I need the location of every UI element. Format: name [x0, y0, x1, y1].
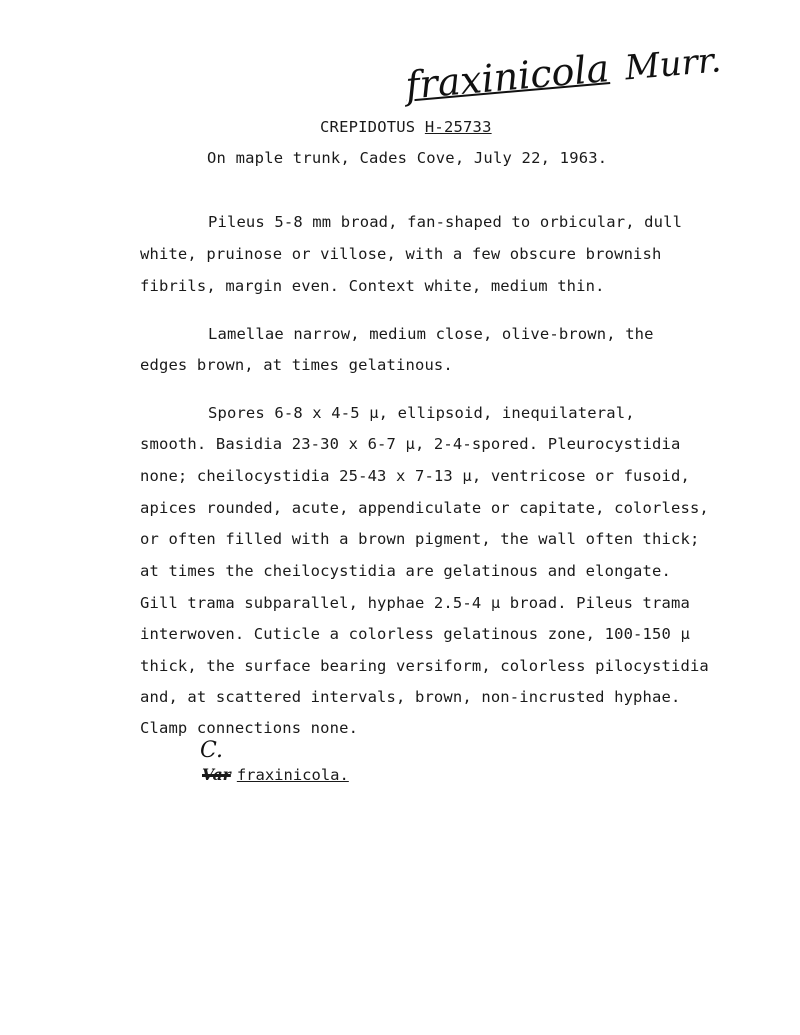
text-line: Clamp connections none.	[140, 719, 359, 737]
text-line: smooth. Basidia 23-30 x 6-7 µ, 2-4-spored. Pleurocystidia	[140, 435, 681, 453]
text-line: Lamellae narrow, medium close, olive-brown, the	[208, 325, 654, 343]
handwritten-author: Murr.	[623, 40, 723, 89]
herbarium-number: H-25733	[424, 118, 492, 136]
handwritten-species-annotation	[404, 36, 723, 107]
text-line: none; cheilocystidia 25-43 x 7-13 µ, ventricose or fusoid,	[140, 467, 690, 485]
text-line: Gill trama subparallel, hyphae 2.5-4 µ broad. Pileus trama	[140, 594, 690, 612]
final-name-line	[202, 765, 349, 784]
collection-locality: On maple trunk, Cades Cove, July 22, 1963.	[207, 149, 608, 167]
text-line: white, pruinose or villose, with a few obscure brownish	[140, 245, 662, 263]
handwritten-species: fraxinicola	[403, 46, 611, 108]
text-line: and, at scattered intervals, brown, non-incrusted hyphae.	[140, 688, 681, 706]
text-line: interwoven. Cuticle a colorless gelatinous zone, 100-150 µ	[140, 625, 690, 643]
struck-out-word: Var	[202, 765, 231, 784]
text-line: Spores 6-8 x 4-5 µ, ellipsoid, inequilateral,	[208, 404, 635, 422]
text-line: apices rounded, acute, appendiculate or capitate, colorless,	[140, 499, 709, 517]
genus-heading	[320, 118, 492, 136]
text-line: at times the cheilocystidia are gelatinous and elongate.	[140, 562, 671, 580]
handwritten-genus-abbreviation: C.	[200, 738, 224, 763]
text-line: edges brown, at times gelatinous.	[140, 356, 453, 374]
text-line: or often filled with a brown pigment, the wall often thick;	[140, 530, 700, 548]
text-line: Pileus 5-8 mm broad, fan-shaped to orbicular, dull	[208, 213, 683, 231]
final-epithet: fraxinicola.	[236, 766, 349, 784]
text-line: fibrils, margin even. Context white, medium thin.	[140, 277, 605, 295]
text-line: thick, the surface bearing versiform, colorless pilocystidia	[140, 657, 709, 675]
genus-name: CREPIDOTUS	[320, 118, 416, 136]
